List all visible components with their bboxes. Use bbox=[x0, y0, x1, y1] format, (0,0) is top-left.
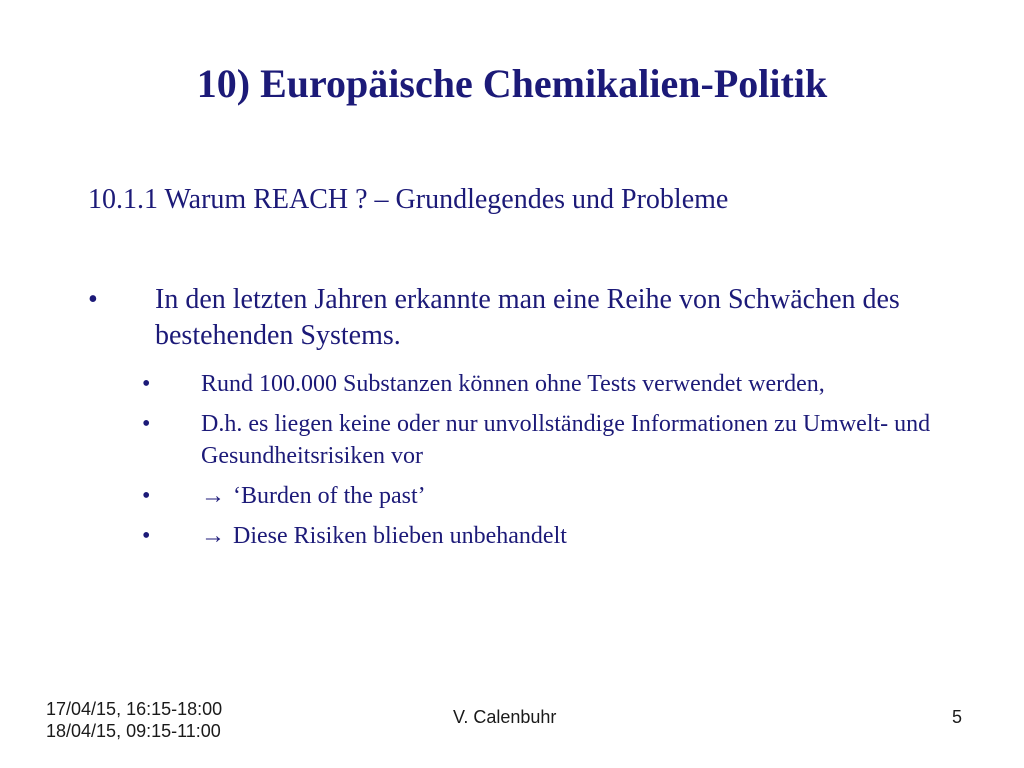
bullet-icon: • bbox=[142, 411, 151, 437]
bullet-icon: • bbox=[142, 523, 151, 549]
sub-bullet-item bbox=[142, 520, 962, 552]
arrow-right-icon: → bbox=[201, 483, 225, 509]
sub-bullet-text: Diese Risiken blieben unbehandelt bbox=[233, 523, 567, 549]
slide-title: 10) Europäische Chemikalien-Politik bbox=[196, 61, 828, 106]
sub-bullet-item bbox=[142, 368, 962, 400]
bullet-icon: • bbox=[142, 371, 151, 397]
footer-date-line: 18/04/15, 09:15-11:00 bbox=[46, 721, 221, 741]
bullet-icon: • bbox=[142, 483, 151, 509]
sub-bullet-list bbox=[142, 368, 962, 560]
page-number: 5 bbox=[952, 707, 963, 727]
sub-bullet-text: D.h. es liegen keine oder nur unvollständige Informationen zu Umwelt- und Gesundheitsrisiken vor bbox=[201, 411, 931, 469]
sub-bullet-text: Rund 100.000 Substanzen können ohne Tests verwendet werden, bbox=[201, 371, 825, 397]
footer-dates bbox=[46, 698, 222, 742]
sub-bullet-text: ‘Burden of the past’ bbox=[233, 483, 426, 509]
sub-bullet-item bbox=[142, 408, 962, 472]
bullet-icon: • bbox=[88, 284, 98, 315]
main-bullet-text: In den letzten Jahren erkannte man eine Reihe von Schwächen des bestehenden Systems. bbox=[155, 284, 900, 351]
footer-author: V. Calenbuhr bbox=[453, 707, 557, 727]
main-bullet-item bbox=[88, 282, 968, 354]
sub-bullet-item bbox=[142, 480, 962, 512]
footer-date-line: 17/04/15, 16:15-18:00 bbox=[46, 699, 223, 719]
section-subheading: 10.1.1 Warum REACH ? – Grundlegendes und Probleme bbox=[88, 184, 729, 215]
arrow-right-icon: → bbox=[201, 523, 225, 549]
